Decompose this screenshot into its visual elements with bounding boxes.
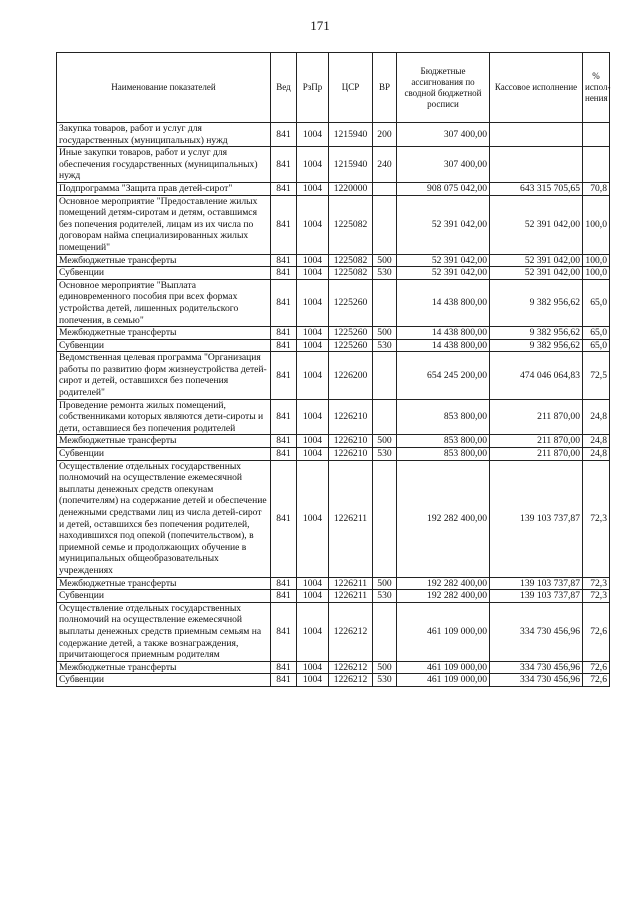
row-csr: 1226212 <box>329 661 373 674</box>
row-budget: 14 438 800,00 <box>397 279 490 326</box>
row-name: Межбюджетные трансферты <box>57 577 271 590</box>
row-cash: 9 382 956,62 <box>490 327 583 340</box>
row-budget: 307 400,00 <box>397 147 490 183</box>
row-percent: 100,0 <box>583 267 610 280</box>
row-percent: 72,6 <box>583 674 610 687</box>
row-vr <box>373 279 397 326</box>
row-cash: 211 870,00 <box>490 435 583 448</box>
row-budget: 52 391 042,00 <box>397 195 490 254</box>
row-cash: 139 103 737,87 <box>490 577 583 590</box>
row-ved: 841 <box>271 254 297 267</box>
header-csr: ЦСР <box>329 53 373 123</box>
row-name: Осуществление отдельных государственных полномочий на осуществление ежемесячной выплаты денежных средств опекунам (попечителям) на содержание детей и обеспечение денежными средствами лиц из числа детей-сирот и детей, оставшихся без попечения родителей, находившихся под опекой (попечительством), в приемной семье и продолжающих обучение в муниципальных общеобразовательных учреждениях <box>57 460 271 577</box>
row-rzpr: 1004 <box>297 602 329 661</box>
row-name: Подпрограмма "Защита прав детей-сирот" <box>57 182 271 195</box>
row-vr: 500 <box>373 661 397 674</box>
row-cash: 474 046 064,83 <box>490 352 583 399</box>
table-row <box>57 195 610 254</box>
row-rzpr: 1004 <box>297 448 329 461</box>
row-cash: 334 730 456,96 <box>490 674 583 687</box>
row-name: Субвенции <box>57 448 271 461</box>
row-vr: 530 <box>373 590 397 603</box>
row-vr: 530 <box>373 267 397 280</box>
row-name: Субвенции <box>57 339 271 352</box>
row-ved: 841 <box>271 661 297 674</box>
row-budget: 52 391 042,00 <box>397 267 490 280</box>
row-name: Субвенции <box>57 674 271 687</box>
row-percent: 24,8 <box>583 399 610 435</box>
row-ved: 841 <box>271 435 297 448</box>
table-row <box>57 352 610 399</box>
row-csr: 1225260 <box>329 339 373 352</box>
row-csr: 1215940 <box>329 123 373 147</box>
row-vr <box>373 195 397 254</box>
row-name: Иные закупки товаров, работ и услуг для обеспечения государственных (муниципальных) нужд <box>57 147 271 183</box>
row-name: Межбюджетные трансферты <box>57 327 271 340</box>
row-vr: 530 <box>373 674 397 687</box>
row-vr: 240 <box>373 147 397 183</box>
row-vr: 530 <box>373 339 397 352</box>
row-percent: 24,8 <box>583 435 610 448</box>
row-name: Осуществление отдельных государственных полномочий на осуществление ежемесячной выплаты денежных средств приемным семьям на содержание детей, а также вознаграждения, причитающегося приемным родителям <box>57 602 271 661</box>
row-vr: 530 <box>373 448 397 461</box>
header-vr: ВР <box>373 53 397 123</box>
row-cash: 334 730 456,96 <box>490 661 583 674</box>
page-number: 171 <box>310 18 330 33</box>
row-cash <box>490 123 583 147</box>
row-ved: 841 <box>271 267 297 280</box>
row-csr: 1225082 <box>329 267 373 280</box>
row-budget: 192 282 400,00 <box>397 577 490 590</box>
row-rzpr: 1004 <box>297 352 329 399</box>
row-percent: 72,5 <box>583 352 610 399</box>
table-row <box>57 460 610 577</box>
row-csr: 1226210 <box>329 399 373 435</box>
row-cash: 52 391 042,00 <box>490 254 583 267</box>
row-percent: 65,0 <box>583 327 610 340</box>
row-budget: 461 109 000,00 <box>397 661 490 674</box>
header-rzpr: РзПр <box>297 53 329 123</box>
row-name: Межбюджетные трансферты <box>57 254 271 267</box>
row-budget: 14 438 800,00 <box>397 339 490 352</box>
row-rzpr: 1004 <box>297 147 329 183</box>
row-vr <box>373 182 397 195</box>
row-csr: 1226212 <box>329 674 373 687</box>
row-csr: 1215940 <box>329 147 373 183</box>
header-ved: Вед <box>271 53 297 123</box>
row-percent: 65,0 <box>583 279 610 326</box>
row-name: Межбюджетные трансферты <box>57 661 271 674</box>
row-budget: 654 245 200,00 <box>397 352 490 399</box>
table-row <box>57 327 610 340</box>
row-ved: 841 <box>271 674 297 687</box>
row-vr: 500 <box>373 577 397 590</box>
row-rzpr: 1004 <box>297 460 329 577</box>
row-cash: 52 391 042,00 <box>490 267 583 280</box>
row-csr: 1226211 <box>329 577 373 590</box>
row-rzpr: 1004 <box>297 279 329 326</box>
row-rzpr: 1004 <box>297 339 329 352</box>
row-budget: 192 282 400,00 <box>397 590 490 603</box>
row-budget: 853 800,00 <box>397 399 490 435</box>
row-ved: 841 <box>271 195 297 254</box>
row-percent: 24,8 <box>583 448 610 461</box>
row-cash: 334 730 456,96 <box>490 602 583 661</box>
table-row <box>57 147 610 183</box>
row-cash <box>490 147 583 183</box>
row-csr: 1225082 <box>329 195 373 254</box>
row-rzpr: 1004 <box>297 254 329 267</box>
row-budget: 307 400,00 <box>397 123 490 147</box>
row-rzpr: 1004 <box>297 435 329 448</box>
row-vr <box>373 602 397 661</box>
row-rzpr: 1004 <box>297 577 329 590</box>
table-row <box>57 339 610 352</box>
row-budget: 853 800,00 <box>397 435 490 448</box>
row-vr: 500 <box>373 327 397 340</box>
row-budget: 461 109 000,00 <box>397 674 490 687</box>
row-cash: 211 870,00 <box>490 399 583 435</box>
row-percent: 100,0 <box>583 195 610 254</box>
row-rzpr: 1004 <box>297 123 329 147</box>
row-name: Проведение ремонта жилых помещений, собственниками которых являются дети-сироты и дети, оставшиеся без попечения родителей <box>57 399 271 435</box>
row-cash: 9 382 956,62 <box>490 279 583 326</box>
table-header-row <box>57 53 610 123</box>
row-name: Закупка товаров, работ и услуг для государственных (муниципальных) нужд <box>57 123 271 147</box>
row-cash: 9 382 956,62 <box>490 339 583 352</box>
row-percent: 72,6 <box>583 661 610 674</box>
row-csr: 1226211 <box>329 460 373 577</box>
row-percent: 70,8 <box>583 182 610 195</box>
row-csr: 1226212 <box>329 602 373 661</box>
row-percent: 72,3 <box>583 460 610 577</box>
row-rzpr: 1004 <box>297 182 329 195</box>
table-row <box>57 674 610 687</box>
row-rzpr: 1004 <box>297 399 329 435</box>
row-percent <box>583 147 610 183</box>
row-percent: 65,0 <box>583 339 610 352</box>
row-percent <box>583 123 610 147</box>
row-name: Субвенции <box>57 590 271 603</box>
row-percent: 72,6 <box>583 602 610 661</box>
row-vr <box>373 460 397 577</box>
row-ved: 841 <box>271 327 297 340</box>
row-csr: 1225082 <box>329 254 373 267</box>
row-ved: 841 <box>271 123 297 147</box>
row-ved: 841 <box>271 147 297 183</box>
row-rzpr: 1004 <box>297 267 329 280</box>
row-budget: 853 800,00 <box>397 448 490 461</box>
row-cash: 643 315 705,65 <box>490 182 583 195</box>
row-budget: 14 438 800,00 <box>397 327 490 340</box>
row-budget: 461 109 000,00 <box>397 602 490 661</box>
table-row <box>57 267 610 280</box>
row-name: Ведомственная целевая программа "Организация работы по развитию форм жизнеустройства детей-сирот и детей, оставшихся без попечения родителей" <box>57 352 271 399</box>
row-rzpr: 1004 <box>297 327 329 340</box>
table-row <box>57 602 610 661</box>
row-vr: 200 <box>373 123 397 147</box>
row-name: Межбюджетные трансферты <box>57 435 271 448</box>
row-ved: 841 <box>271 460 297 577</box>
table-row <box>57 123 610 147</box>
table-row <box>57 279 610 326</box>
row-ved: 841 <box>271 352 297 399</box>
row-csr: 1225260 <box>329 279 373 326</box>
row-cash: 211 870,00 <box>490 448 583 461</box>
table-row <box>57 448 610 461</box>
table-row <box>57 590 610 603</box>
row-vr <box>373 352 397 399</box>
row-name: Субвенции <box>57 267 271 280</box>
header-name: Наименование показателей <box>57 53 271 123</box>
row-name: Основное мероприятие "Предоставление жилых помещений детям-сиротам и детям, оставшимся без попечения родителей, лицам из их числа по договорам найма специализированных жилых помещений" <box>57 195 271 254</box>
row-vr: 500 <box>373 254 397 267</box>
header-percent: % испол-нения <box>583 53 610 123</box>
row-rzpr: 1004 <box>297 590 329 603</box>
row-ved: 841 <box>271 448 297 461</box>
row-rzpr: 1004 <box>297 195 329 254</box>
table-row <box>57 435 610 448</box>
row-ved: 841 <box>271 399 297 435</box>
row-budget: 192 282 400,00 <box>397 460 490 577</box>
row-cash: 52 391 042,00 <box>490 195 583 254</box>
budget-table <box>56 52 610 687</box>
header-cash: Кассовое исполнение <box>490 53 583 123</box>
row-ved: 841 <box>271 182 297 195</box>
row-csr: 1226200 <box>329 352 373 399</box>
row-cash: 139 103 737,87 <box>490 590 583 603</box>
row-ved: 841 <box>271 577 297 590</box>
row-csr: 1226210 <box>329 435 373 448</box>
row-percent: 72,3 <box>583 590 610 603</box>
header-budget: Бюджетные ассигнования по сводной бюджетной росписи <box>397 53 490 123</box>
table-row <box>57 661 610 674</box>
row-ved: 841 <box>271 602 297 661</box>
table-row <box>57 254 610 267</box>
row-csr: 1220000 <box>329 182 373 195</box>
row-ved: 841 <box>271 590 297 603</box>
row-rzpr: 1004 <box>297 661 329 674</box>
table-row <box>57 577 610 590</box>
row-rzpr: 1004 <box>297 674 329 687</box>
row-name: Основное мероприятие "Выплата единовременного пособия при всех формах устройства детей, лишенных родительского попечения, в семью" <box>57 279 271 326</box>
row-csr: 1226211 <box>329 590 373 603</box>
row-ved: 841 <box>271 279 297 326</box>
row-percent: 72,3 <box>583 577 610 590</box>
row-percent: 100,0 <box>583 254 610 267</box>
row-vr <box>373 399 397 435</box>
row-csr: 1226210 <box>329 448 373 461</box>
row-cash: 139 103 737,87 <box>490 460 583 577</box>
row-budget: 908 075 042,00 <box>397 182 490 195</box>
row-ved: 841 <box>271 339 297 352</box>
table-row <box>57 182 610 195</box>
table-row <box>57 399 610 435</box>
row-csr: 1225260 <box>329 327 373 340</box>
row-budget: 52 391 042,00 <box>397 254 490 267</box>
row-vr: 500 <box>373 435 397 448</box>
